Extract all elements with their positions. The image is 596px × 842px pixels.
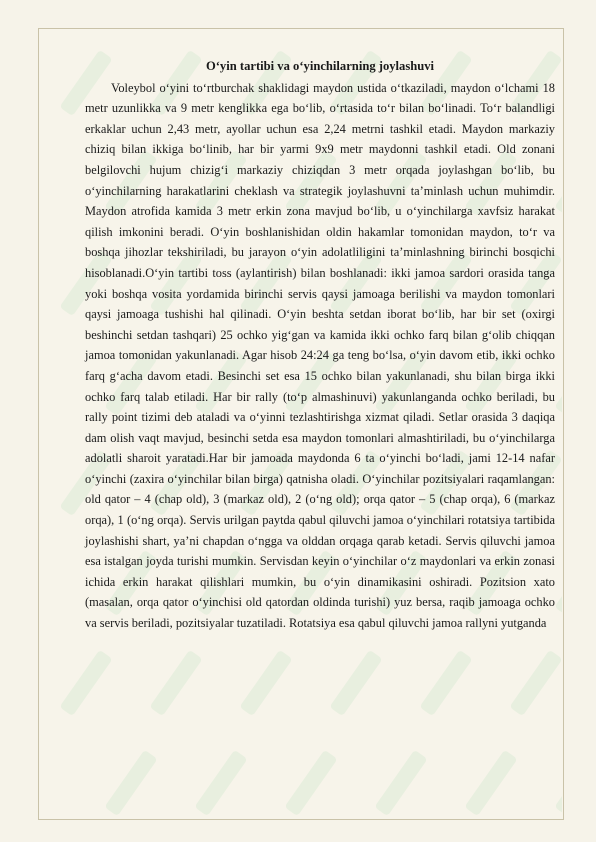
document-body: Voleybol o‘yini to‘rtburchak shaklidagi maydon ustida o‘tkaziladi, maydon o‘lchami 18 metr uzunlikka va 9 metr kenglikka ega bo‘lib, o‘rtasida to‘r bilan bo‘linadi. To‘r balandligi erkaklar uchun 2,43 metr, ayollar uchun esa 2,24 metrni tashkil etadi. Maydon markaziy chiziq bilan ikkiga bo‘linib, har bir yarmi 9x9 metr maydonni tashkil etadi. Old zonani belgilovchi hujum chizig‘i markaziy chiziqdan 3 metr orqada joylashgan bo‘lib, bu o‘yinchilarning harakatlarini cheklash va strategik joylashuvni ta’minlash uchun muhimdir. Maydon atrofida kamida 3 metr erkin zona mavjud bo‘lib, u o‘yinchilarga xavfsiz harakat qilish imkonini beradi. O‘yin boshlanishidan oldin hakamlar tomonidan maydon, to‘r va boshqa jihozlar tekshiriladi, bu jarayon o‘yin adolatliligini ta’minlashning birinchi bosqichi hisoblanadi.O‘yin tartibi toss (aylantirish) bilan boshlanadi: ikki jamoa sardori orasida tanga yoki boshqa vosita yordamida birinchi servis qaysi jamoaga berilishi va maydon tomonlari qaysi jamoaga tushishi hal qilinadi. O‘yin beshta setdan iborat bo‘lib, har bir set (oxirgi beshinchi setdan tashqari) 25 ochko yig‘gan va kamida ikki ochko farq bilan g‘olib chiqqan jamoa tomonidan yakunlanadi. Agar hisob 24:24 ga teng bo‘lsa, o‘yin davom etib, ikki ochko farq g‘acha davom etadi. Besinchi set esa 15 ochko bilan yakunlanadi, shu bilan birga ikki ochko farq talab etiladi. Har bir rally (to‘p almashinuvi) yakunlanganda ochko beriladi, bu rally point tizimi deb ataladi va o‘yinni tezlashtirishga xizmat qiladi. Setlar orasida 3 daqiqa dam olish vaqt mavjud, besinchi setda esa maydon tomonlari almashtiriladi, bu o‘yinchilarga adolatli sharoit yaratadi.Har bir jamoada maydonda 6 ta o‘yinchi bo‘ladi, jami 12-14 nafar o‘yinchi (zaxira o‘yinchilar bilan birga) qatnisha oladi. O‘yinchilar pozitsiyalari raqamlangan: old qator – 4 (chap old), 3 (markaz old), 2 (o‘ng old); orqa qator – 5 (chap orqa), 6 (markaz orqa), 1 (o‘ng orqa). Servis urilgan paytda qabul qiluvchi jamoa o‘yinchilari rotatsiya tartibida joylashishi shart, ya’ni chapdan o‘ngga va olddan orqaga qarab ketadi. Servis qiluvchi jamoa esa istalgan joyda turishi mumkin. Servisdan keyin o‘yinchilar o‘z maydonlari va erkin zonasi ichida erkin harakat qilishlari mumkin, bu o‘yin dinamikasini oshiradi. Pozitsion xato (masalan, orqa qator o‘yinchisi old qatordan oldinda turishi) yuz bersa, raqib jamoaga ochko va servis beriladi, pozitsiyalar tuzatiladi. Rotatsiya esa qabul qiluvchi jamoa rallyni yutganda [85,80,555,631]
document-content [85,56,555,634]
document-title: O‘yin tartibi va o‘yinchilarning joylashuvi [205,59,435,73]
